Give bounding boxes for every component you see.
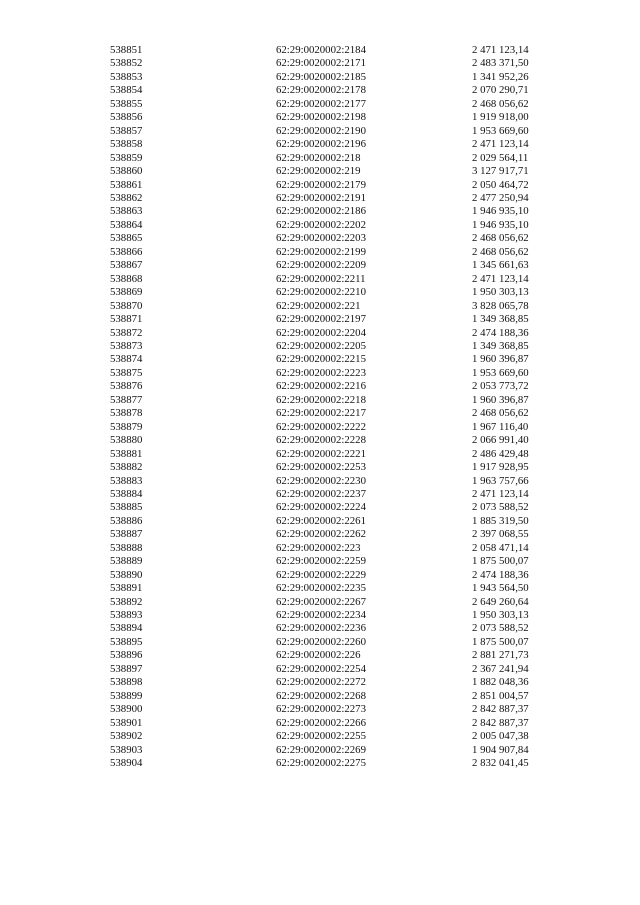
row-number: 538869: [110, 286, 143, 299]
table-row: [0, 219, 640, 232]
cadastral-number: 62:29:0020002:2269: [276, 743, 366, 756]
cadastral-value: 2 474 188,36: [472, 568, 529, 581]
cadastral-number: 62:29:0020002:2204: [276, 326, 366, 339]
cadastral-value: 1 349 368,85: [472, 313, 529, 326]
table-row: [0, 501, 640, 514]
cadastral-value: 2 397 068,55: [472, 528, 529, 541]
cadastral-value: 2 483 371,50: [472, 57, 529, 70]
cadastral-number: 62:29:0020002:2253: [276, 461, 366, 474]
cadastral-number: 62:29:0020002:2254: [276, 662, 366, 675]
cadastral-number: 62:29:0020002:2223: [276, 366, 366, 379]
row-number: 538853: [110, 70, 143, 83]
cadastral-number: 62:29:0020002:2202: [276, 218, 366, 231]
cadastral-number: 62:29:0020002:2236: [276, 622, 366, 635]
cadastral-value-table: [0, 44, 640, 770]
cadastral-number: 62:29:0020002:2215: [276, 353, 366, 366]
row-number: 538854: [110, 84, 143, 97]
cadastral-value: 1 917 928,95: [472, 461, 529, 474]
cadastral-number: 62:29:0020002:2221: [276, 447, 366, 460]
table-row: [0, 152, 640, 165]
cadastral-value: 2 471 123,14: [472, 138, 529, 151]
cadastral-value: 1 919 918,00: [472, 111, 529, 124]
table-row: [0, 676, 640, 689]
cadastral-value: 2 832 041,45: [472, 757, 529, 770]
cadastral-number: 62:29:0020002:2171: [276, 57, 366, 70]
table-row: [0, 434, 640, 447]
table-row: [0, 515, 640, 528]
cadastral-number: 62:29:0020002:2261: [276, 514, 366, 527]
cadastral-value: 3 127 917,71: [472, 165, 529, 178]
cadastral-number: 62:29:0020002:2205: [276, 339, 366, 352]
row-number: 538890: [110, 568, 143, 581]
cadastral-number: 62:29:0020002:2218: [276, 393, 366, 406]
row-number: 538881: [110, 447, 143, 460]
row-number: 538863: [110, 205, 143, 218]
cadastral-value: 2 842 887,37: [472, 716, 529, 729]
row-number: 538894: [110, 622, 143, 635]
cadastral-value: 1 943 564,50: [472, 582, 529, 595]
table-row: [0, 407, 640, 420]
cadastral-number: 62:29:0020002:223: [276, 541, 361, 554]
cadastral-value: 2 474 188,36: [472, 326, 529, 339]
cadastral-value: 1 953 669,60: [472, 366, 529, 379]
cadastral-value: 2 029 564,11: [472, 151, 529, 164]
cadastral-value: 2 471 123,14: [472, 487, 529, 500]
cadastral-number: 62:29:0020002:2273: [276, 703, 366, 716]
cadastral-number: 62:29:0020002:2177: [276, 97, 366, 110]
cadastral-number: 62:29:0020002:2234: [276, 609, 366, 622]
cadastral-value: 2 058 471,14: [472, 541, 529, 554]
row-number: 538899: [110, 689, 143, 702]
table-row: [0, 609, 640, 622]
cadastral-value: 2 851 004,57: [472, 689, 529, 702]
row-number: 538874: [110, 353, 143, 366]
cadastral-value: 2 468 056,62: [472, 232, 529, 245]
cadastral-value: 2 066 991,40: [472, 434, 529, 447]
cadastral-number: 62:29:0020002:218: [276, 151, 361, 164]
cadastral-value: 2 477 250,94: [472, 191, 529, 204]
table-row: [0, 730, 640, 743]
row-number: 538858: [110, 138, 143, 151]
table-row: [0, 340, 640, 353]
table-row: [0, 179, 640, 192]
table-row: [0, 596, 640, 609]
cadastral-number: 62:29:0020002:2262: [276, 528, 366, 541]
row-number: 538901: [110, 716, 143, 729]
cadastral-value: 2 073 588,52: [472, 501, 529, 514]
row-number: 538891: [110, 582, 143, 595]
cadastral-value: 2 881 271,73: [472, 649, 529, 662]
table-row: [0, 246, 640, 259]
cadastral-value: 2 486 429,48: [472, 447, 529, 460]
cadastral-number: 62:29:0020002:2196: [276, 138, 366, 151]
cadastral-number: 62:29:0020002:2268: [276, 689, 366, 702]
cadastral-value: 1 882 048,36: [472, 676, 529, 689]
cadastral-number: 62:29:0020002:2230: [276, 474, 366, 487]
cadastral-number: 62:29:0020002:2275: [276, 757, 366, 770]
row-number: 538898: [110, 676, 143, 689]
table-row: [0, 622, 640, 635]
row-number: 538871: [110, 313, 143, 326]
cadastral-number: 62:29:0020002:2255: [276, 730, 366, 743]
cadastral-value: 2 367 241,94: [472, 662, 529, 675]
cadastral-value: 1 885 319,50: [472, 514, 529, 527]
table-row: [0, 421, 640, 434]
cadastral-value: 1 875 500,07: [472, 635, 529, 648]
cadastral-value: 1 960 396,87: [472, 393, 529, 406]
table-row: [0, 44, 640, 57]
cadastral-number: 62:29:0020002:2178: [276, 84, 366, 97]
cadastral-value: 1 341 952,26: [472, 70, 529, 83]
cadastral-value: 1 904 907,84: [472, 743, 529, 756]
table-row: [0, 582, 640, 595]
cadastral-value: 1 967 116,40: [472, 420, 529, 433]
cadastral-value: 2 842 887,37: [472, 703, 529, 716]
table-row: [0, 232, 640, 245]
cadastral-value: 1 963 757,66: [472, 474, 529, 487]
cadastral-value: 3 828 065,78: [472, 299, 529, 312]
cadastral-number: 62:29:0020002:2191: [276, 191, 366, 204]
row-number: 538895: [110, 635, 143, 648]
row-number: 538856: [110, 111, 143, 124]
row-number: 538885: [110, 501, 143, 514]
row-number: 538862: [110, 191, 143, 204]
cadastral-number: 62:29:0020002:219: [276, 165, 361, 178]
row-number: 538876: [110, 380, 143, 393]
row-number: 538902: [110, 730, 143, 743]
cadastral-number: 62:29:0020002:2179: [276, 178, 366, 191]
row-number: 538877: [110, 393, 143, 406]
row-number: 538903: [110, 743, 143, 756]
table-row: [0, 165, 640, 178]
row-number: 538904: [110, 757, 143, 770]
table-row: [0, 125, 640, 138]
table-row: [0, 367, 640, 380]
table-row: [0, 71, 640, 84]
cadastral-number: 62:29:0020002:2267: [276, 595, 366, 608]
cadastral-number: 62:29:0020002:226: [276, 649, 361, 662]
table-row: [0, 649, 640, 662]
table-row: [0, 555, 640, 568]
row-number: 538860: [110, 165, 143, 178]
table-row: [0, 286, 640, 299]
row-number: 538868: [110, 272, 143, 285]
cadastral-number: 62:29:0020002:2224: [276, 501, 366, 514]
cadastral-number: 62:29:0020002:2211: [276, 272, 366, 285]
table-row: [0, 98, 640, 111]
row-number: 538892: [110, 595, 143, 608]
cadastral-value: 1 349 368,85: [472, 339, 529, 352]
row-number: 538888: [110, 541, 143, 554]
row-number: 538896: [110, 649, 143, 662]
row-number: 538859: [110, 151, 143, 164]
cadastral-value: 2 005 047,38: [472, 730, 529, 743]
table-row: [0, 273, 640, 286]
row-number: 538852: [110, 57, 143, 70]
table-row: [0, 394, 640, 407]
cadastral-value: 1 960 396,87: [472, 353, 529, 366]
row-number: 538867: [110, 259, 143, 272]
table-row: [0, 717, 640, 730]
table-row: [0, 57, 640, 70]
table-row: [0, 259, 640, 272]
cadastral-number: 62:29:0020002:2235: [276, 582, 366, 595]
cadastral-number: 62:29:0020002:2266: [276, 716, 366, 729]
cadastral-number: 62:29:0020002:2186: [276, 205, 366, 218]
cadastral-number: 62:29:0020002:2228: [276, 434, 366, 447]
cadastral-number: 62:29:0020002:2199: [276, 245, 366, 258]
table-row: [0, 744, 640, 757]
row-number: 538900: [110, 703, 143, 716]
cadastral-number: 62:29:0020002:2184: [276, 44, 366, 56]
row-number: 538884: [110, 487, 143, 500]
table-row: [0, 353, 640, 366]
table-row: [0, 663, 640, 676]
table-row: [0, 138, 640, 151]
table-row: [0, 192, 640, 205]
cadastral-number: 62:29:0020002:2185: [276, 70, 366, 83]
cadastral-number: 62:29:0020002:2259: [276, 555, 366, 568]
cadastral-number: 62:29:0020002:2203: [276, 232, 366, 245]
table-row: [0, 84, 640, 97]
cadastral-value: 1 950 303,13: [472, 609, 529, 622]
table-row: [0, 327, 640, 340]
row-number: 538887: [110, 528, 143, 541]
table-row: [0, 111, 640, 124]
table-row: [0, 690, 640, 703]
row-number: 538882: [110, 461, 143, 474]
table-row: [0, 300, 640, 313]
row-number: 538851: [110, 44, 143, 56]
row-number: 538880: [110, 434, 143, 447]
cadastral-value: 2 073 588,52: [472, 622, 529, 635]
table-row: [0, 569, 640, 582]
row-number: 538866: [110, 245, 143, 258]
table-row: [0, 636, 640, 649]
row-number: 538870: [110, 299, 143, 312]
cadastral-value: 1 953 669,60: [472, 124, 529, 137]
row-number: 538875: [110, 366, 143, 379]
cadastral-value: 2 649 260,64: [472, 595, 529, 608]
cadastral-number: 62:29:0020002:2237: [276, 487, 366, 500]
cadastral-value: 1 345 661,63: [472, 259, 529, 272]
row-number: 538879: [110, 420, 143, 433]
cadastral-number: 62:29:0020002:2190: [276, 124, 366, 137]
cadastral-value: 1 950 303,13: [472, 286, 529, 299]
row-number: 538897: [110, 662, 143, 675]
table-row: [0, 757, 640, 770]
cadastral-value: 1 875 500,07: [472, 555, 529, 568]
cadastral-number: 62:29:0020002:2198: [276, 111, 366, 124]
table-row: [0, 703, 640, 716]
cadastral-value: 2 468 056,62: [472, 245, 529, 258]
cadastral-value: 1 946 935,10: [472, 218, 529, 231]
row-number: 538873: [110, 339, 143, 352]
cadastral-number: 62:29:0020002:2217: [276, 407, 366, 420]
cadastral-number: 62:29:0020002:2272: [276, 676, 366, 689]
cadastral-number: 62:29:0020002:2209: [276, 259, 366, 272]
cadastral-value: 2 471 123,14: [472, 272, 529, 285]
cadastral-value: 1 946 935,10: [472, 205, 529, 218]
table-row: [0, 313, 640, 326]
row-number: 538889: [110, 555, 143, 568]
table-row: [0, 542, 640, 555]
row-number: 538878: [110, 407, 143, 420]
row-number: 538886: [110, 514, 143, 527]
table-row: [0, 475, 640, 488]
table-row: [0, 205, 640, 218]
cadastral-number: 62:29:0020002:221: [276, 299, 361, 312]
row-number: 538857: [110, 124, 143, 137]
row-number: 538861: [110, 178, 143, 191]
table-row: [0, 380, 640, 393]
table-row: [0, 461, 640, 474]
table-row: [0, 488, 640, 501]
cadastral-number: 62:29:0020002:2216: [276, 380, 366, 393]
row-number: 538883: [110, 474, 143, 487]
row-number: 538855: [110, 97, 143, 110]
row-number: 538865: [110, 232, 143, 245]
cadastral-value: 2 468 056,62: [472, 407, 529, 420]
table-row: [0, 528, 640, 541]
cadastral-number: 62:29:0020002:2260: [276, 635, 366, 648]
row-number: 538872: [110, 326, 143, 339]
cadastral-number: 62:29:0020002:2222: [276, 420, 366, 433]
cadastral-value: 2 070 290,71: [472, 84, 529, 97]
cadastral-value: 2 053 773,72: [472, 380, 529, 393]
cadastral-value: 2 468 056,62: [472, 97, 529, 110]
cadastral-value: 2 471 123,14: [472, 44, 529, 56]
table-row: [0, 448, 640, 461]
cadastral-number: 62:29:0020002:2229: [276, 568, 366, 581]
row-number: 538893: [110, 609, 143, 622]
cadastral-number: 62:29:0020002:2210: [276, 286, 366, 299]
row-number: 538864: [110, 218, 143, 231]
cadastral-number: 62:29:0020002:2197: [276, 313, 366, 326]
cadastral-value: 2 050 464,72: [472, 178, 529, 191]
